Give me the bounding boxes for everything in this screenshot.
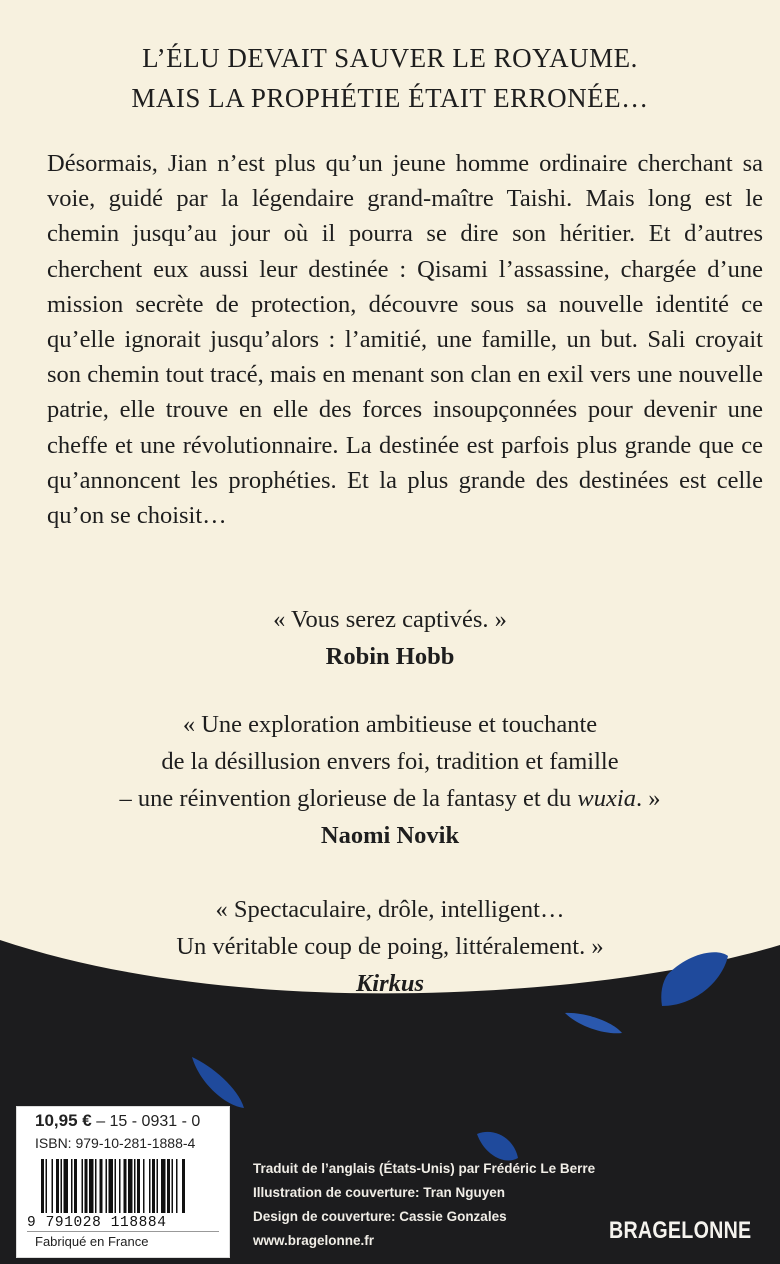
- barcode: [41, 1159, 221, 1215]
- credit-illustration: Illustration de couverture: Tran Nguyen: [253, 1185, 506, 1200]
- barcode-bar: [134, 1159, 136, 1213]
- barcode-bar: [172, 1159, 174, 1213]
- quote-text-line-1: « Spectaculaire, drôle, intelligent…: [215, 896, 565, 923]
- barcode-bar: [119, 1159, 121, 1213]
- barcode-box: [16, 1106, 230, 1258]
- isbn: ISBN: 979-10-281-1888-4: [35, 1135, 196, 1151]
- barcode-bar: [106, 1159, 108, 1213]
- barcode-bar: [182, 1159, 185, 1213]
- barcode-bar: [149, 1159, 151, 1213]
- barcode-bar: [64, 1159, 69, 1213]
- barcode-bar: [100, 1159, 103, 1213]
- quote-text-pre: – une réinvention glorieuse de la fantasy et du: [119, 785, 578, 812]
- barcode-bar: [89, 1159, 94, 1213]
- barcode-bar: [152, 1159, 155, 1213]
- quote-author: Robin Hobb: [325, 643, 455, 670]
- divider: [27, 1231, 219, 1232]
- barcode-bar: [74, 1159, 77, 1213]
- barcode-bar: [85, 1159, 88, 1213]
- barcode-bar: [176, 1159, 178, 1213]
- synopsis-text: Désormais, Jian n’est plus qu’un jeune homme ordinaire cherchant sa voie, guidé par la légendaire grand-maître Taishi. Mais long est le chemin jusqu’au jour où il pourra se dire son héritier. Et d’autres cherchent eux aussi leur destinée : Qisami l’assassine, chargée d’une mission secrète de protection, découvre sous sa nouvelle identité ce qu’elle ignorait jusqu’alors : l’amitié, une famille, un but. Sali croyait son chemin tout tracé, mais en menant son clan en exil vers une nouvelle patrie, elle trouve en elle des forces insoupçonnées pour devenir une cheffe et une révolutionnaire. La destinée est parfois plus grande que ce qu’annoncent les prophéties. Et la plus grande des destinées est celle qu’on se choisit…: [47, 150, 763, 530]
- barcode-bar: [52, 1159, 54, 1213]
- quote-text-emphasis: wuxia: [577, 785, 636, 812]
- product-code: – 15 - 0931 - 0: [96, 1113, 201, 1130]
- barcode-digits: 9 791028 118884: [27, 1215, 167, 1231]
- barcode-bar: [157, 1159, 159, 1213]
- tagline-line-1: L’ÉLU DEVAIT SAUVER LE ROYAUME.: [142, 43, 638, 73]
- credit-translation: Traduit de l’anglais (États-Unis) par Frédéric Le Berre: [253, 1161, 596, 1176]
- tagline-line-2: MAIS LA PROPHÉTIE ÉTAIT ERRONÉE…: [131, 83, 649, 113]
- quote-text-post: . »: [635, 785, 661, 812]
- barcode-bar: [167, 1159, 170, 1213]
- barcode-bar: [61, 1159, 63, 1213]
- publisher-logo: BRAGELONNE: [609, 1217, 752, 1244]
- price-line: [35, 1111, 200, 1131]
- barcode-bar: [82, 1159, 84, 1213]
- quote-text-line-1: « Une exploration ambitieuse et touchante: [182, 711, 598, 738]
- barcode-bar: [137, 1159, 140, 1213]
- barcode-bar: [71, 1159, 73, 1213]
- barcode-bar: [128, 1159, 133, 1213]
- quote-author: Kirkus: [355, 970, 425, 997]
- price: 10,95 €: [35, 1111, 92, 1130]
- barcode-bar: [56, 1159, 59, 1213]
- credit-design: Design de couverture: Cassie Gonzales: [253, 1209, 507, 1224]
- barcode-bar: [41, 1159, 44, 1213]
- quote-author: Naomi Novik: [320, 822, 460, 849]
- made-in-france: Fabriqué en France: [35, 1234, 149, 1249]
- barcode-bar: [109, 1159, 114, 1213]
- barcode-bar: [143, 1159, 145, 1213]
- barcode-bar: [95, 1159, 97, 1213]
- quote-text-line-2: de la désillusion envers foi, tradition et famille: [161, 748, 619, 775]
- publisher-website[interactable]: www.bragelonne.fr: [253, 1233, 375, 1248]
- credits: [253, 1157, 595, 1253]
- barcode-bar: [124, 1159, 127, 1213]
- barcode-bar: [115, 1159, 117, 1213]
- quote-text-line-2: Un véritable coup de poing, littéralement. »: [176, 933, 604, 960]
- barcode-bar: [46, 1159, 48, 1213]
- barcode-bar: [161, 1159, 166, 1213]
- quote-text: « Vous serez captivés. »: [273, 606, 507, 633]
